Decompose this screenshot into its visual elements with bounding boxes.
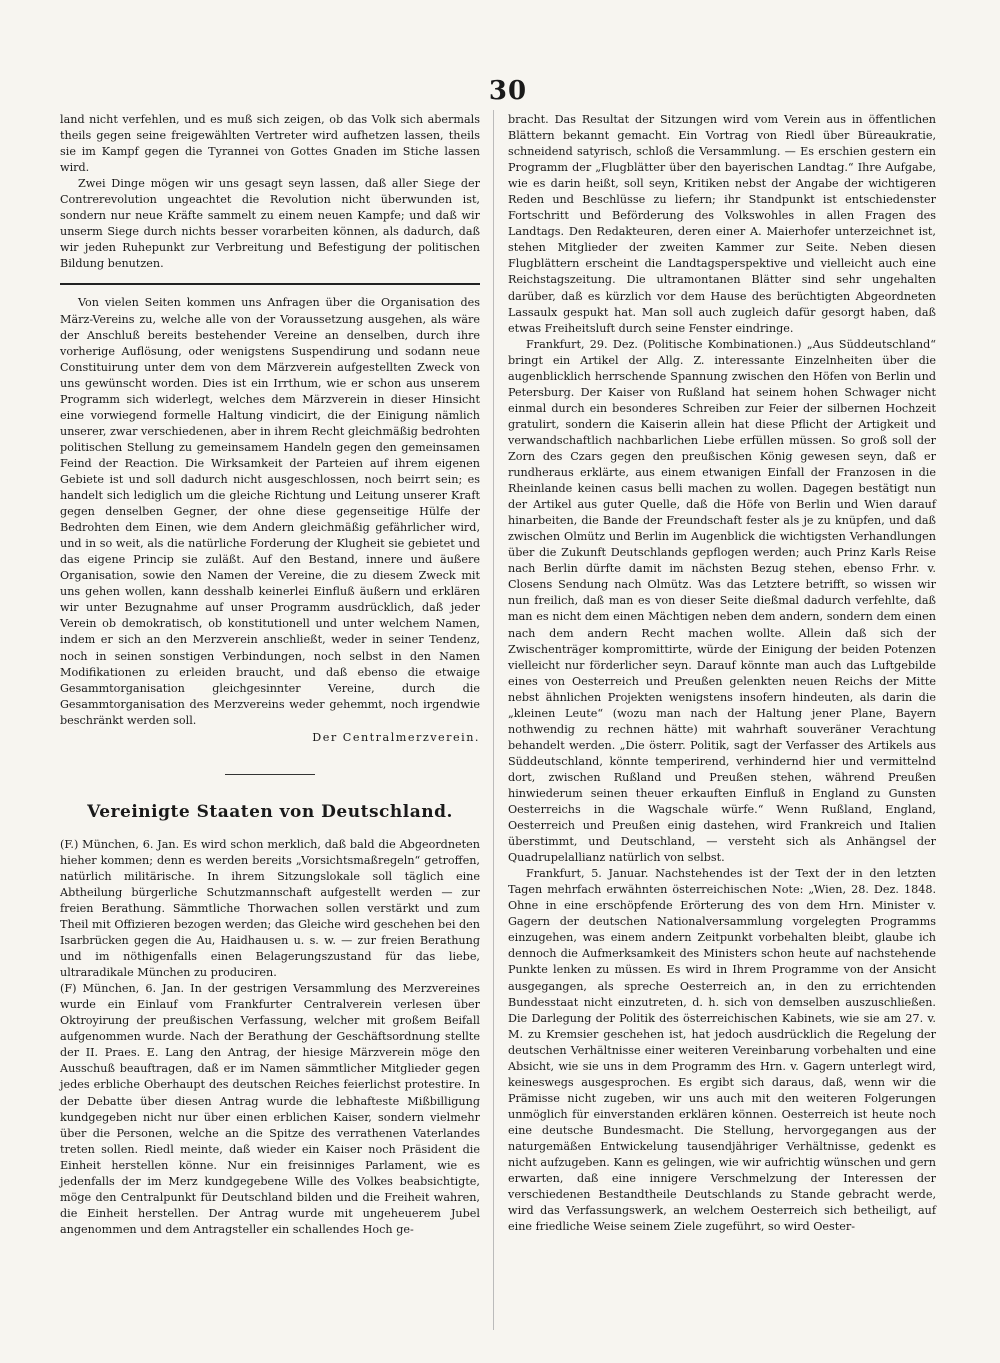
paragraph: Zwei Dinge mögen wir uns gesagt seyn lassen, daß aller Siege der Contrerevolution ungeachtet die Revolution nicht überwunden ist, sondern nur neue Kräfte sammelt zu einem neuen Kampfe; und daß wir unserm Siege durch nichts besser vorarbeiten können, als dadurch, daß wir jeden Ruhepunkt zur Verbreitung und Befestigung der politischen Bildung benutzen. <box>60 177 480 271</box>
signature: Der Centralmerzverein. <box>312 730 480 744</box>
paragraph: Von vielen Seiten kommen uns Anfragen über die Organisation des März-Vereins zu, welche alle von der Voraussetzung ausgehen, als wäre der Anschluß bereits bestehender Vereine an denselben, durch ihre vorherige Auflösung, oder wenigstens Suspendirung und sodann neue Constituirung unter dem von dem Märzverein aufgestellten Zweck von uns gewünscht worden. Dies ist ein Irrthum, wie er schon aus unserem Programm sich widerlegt, welches dem Märzverein in dieser Hinsicht eine vorwiegend formelle Haltung vindicirt, die der Einigung nämlich unserer, zwar verschiedenen, aber in ihrem Recht gleichmäßig bedrohten politischen Stellung zu gemeinsamem Handeln gegen den gemeinsamen Feind der Reaction. Die Wirksamkeit der Parteien auf ihrem eigenen Gebiete ist und soll dadurch nicht ausgeschlossen, noch beirrt sein; es handelt sich lediglich um die gleiche Richtung und Leitung unserer Kraft gegen denselben Gegner, der ohne diese gegenseitige Hülfe der Bedrohten dem Einen, wie dem Andern gleichmäßig gefährlicher wird, und in so weit, als die natürliche Forderung der Klugheit sie gebietet und das eigene Princip sie zuläßt. Auf den Bestand, innere und äußere Organisation, sowie den Namen der Vereine, die zu diesem Zweck mit uns gehen wollen, kann desshalb keinerlei Einfluß äußern und erklären wir unter Bezugnahme auf unser Programm ausdrücklich, daß jeder Verein ob demokratisch, ob konstitutionell und unter welchem Namen, indem er sich an den Merzverein anschließt, weder in seiner Tendenz, noch in seinen sonstigen Verbindungen, noch selbst in den Namen Modifikationen zu erleiden braucht, und daß ebenso die etwaige Gesammtorganisation gleichgesinnter Vereine, durch die Gesammtorganisation des Merzvereins weder gehemmt, noch irgendwie beschränkt werden soll. <box>60 296 480 727</box>
page-number: 30 <box>488 76 528 106</box>
section-heading: Vereinigte Staaten von Deutschland. <box>87 801 453 822</box>
paragraph: land nicht verfehlen, und es muß sich zeigen, ob das Volk sich abermals theils gegen seine freigewählten Vertreter wird aufhetzen lassen, theils sie im Kampf gegen die Tyrannei von Gottes Gnaden im Stiche lassen wird. <box>60 113 480 175</box>
paragraph: Frankfurt, 29. Dez. (Politische Kombinationen.) „Aus Süddeutschland“ bringt ein Artikel der Allg. Z. interessante Einzelnheiten über die augenblicklich herrschende Spannung zwischen den Höfen von Berlin und Petersburg. Der Kaiser von Rußland hat seinem hohen Schwager nicht einmal durch ein besonderes Schreiben zur Feier der silbernen Hochzeit gratulirt, sondern die Kaiserin allein hat diese Pflicht der Artigkeit und verwandschaftlich nachbarlichen Liebe erfüllen müssen. So groß soll der Zorn des Czars gegen den preußischen König gewesen seyn, daß er rundheraus erklärte, aus einem etwanigen Einfall der Franzosen in die Rheinlande keinen casus belli machen zu wollen. Dagegen bestätigt nun der Artikel aus guter Quelle, daß die Höfe von Berlin und Wien darauf hinarbeiten, die Bande der Freundschaft fester als je zu knüpfen, und daß zwischen Olmütz und Berlin im Augenblick die wichtigsten Verhandlungen über die Zukunft Deutschlands gepflogen werden; auch Prinz Karls Reise nach Berlin dürfte damit im nächsten Bezug stehen, ebenso Frhr. v. Closens Sendung nach Olmütz. Was das Letztere betrifft, so wissen wir nun freilich, daß man es von dieser Seite dießmal dadurch verfehlte, daß man es nicht dem einen Mächtigen neben dem andern, sondern dem einen nach dem andern Recht machen wollte. Allein daß sich der Zwischenträger kompromittirte, würde der Einigung der beiden Potenzen vielleicht nur förderlicher seyn. Darauf könnte man auch das Luftgebilde eines von Oesterreich und Preußen gelenkten neuen Reichs der Mitte nebst ähnlichen Projekten wenigstens insofern hindeuten, als darin die „kleinen Leute“ (wozu man nach der Haltung jener Plane, Bayern nothwendig zu rechnen hätte) mit wahrhaft souveräner Verachtung behandelt werden. „Die österr. Politik, sagt der Verfasser des Artikels aus Süddeutschland, könnte temperirend, verhindernd hier und vermittelnd dort, zwischen Rußland und Preußen stehen, während Preußen hinwiederum seinen theuer erkauften Einfluß in England zu Gunsten Oesterreichs in die Wagschale würfe.“ Wenn Rußland, England, Oesterreich und Preußen einig dastehen, wird Frankreich und Italien überstimmt, und Deutschland, — versteht sich als Anhängsel der Quadrupelallianz natürlich von selbst. <box>508 337 936 865</box>
paragraph: Frankfurt, 5. Januar. Nachstehendes ist der Text der in den letzten Tagen mehrfach erwähnten österreichischen Note: „Wien, 28. Dez. 1848. Ohne in eine erschöpfende Erörterung des von dem Hrn. Minister v. Gagern der deutschen Nationalversammlung vorgelegten Programms einzugehen, was einem andern Zeitpunkt vorbehalten bleibt, glaube ich dennoch die Aufmerksamkeit des Ministers schon heute auf nachstehende Punkte lenken zu müssen. Es wird in Ihrem Programme von der Ansicht ausgegangen, als spreche Oesterreich an, in den zu errichtenden Bundesstaat nicht einzutreten, d. h. sich von demselben auszuschließen. Die Darlegung der Politik des österreichischen Kabinets, wie sie am 27. v. M. zu Kremsier geschehen ist, hat jedoch ausdrücklich die Regelung der deutschen Verhältnisse einer weiteren Vereinbarung vorbehalten und eine Absicht, wie sie uns in dem Programm des Hrn. v. Gagern unterlegt wird, keineswegs ausgesprochen. Es ergibt sich daraus, daß, wenn wir die Prämisse nicht zugeben, wir uns auch mit den weiteren Folgerungen unmöglich für einverstanden erklären können. Oesterreich ist heute noch eine deutsche Bundesmacht. Die Stellung, hervorgegangen aus der naturgemäßen Entwickelung tausendjähriger Verhältnisse, gedenkt es nicht aufzugeben. Kann es gelingen, wie wir aufrichtig wünschen und gern erwarten, daß eine innigere Verschmelzung der Interessen der verschiedenen Bestandtheile Deutschlands zu Stande gebracht werde, wird das Verfassungswerk, an welchem Oesterreich sich betheiligt, auf eine friedliche Weise seinem Ziele zugeführt, so wird Oester- <box>508 867 936 1234</box>
section-rule <box>60 283 480 285</box>
column-divider <box>493 110 494 1330</box>
paragraph: (F.) München, 6. Jan. Es wird schon merklich, daß bald die Abgeordneten hieher kommen; denn es werden bereits „Vorsichtsmaßregeln“ getroffen, natürlich militärische. In ihrem Sitzungslokale soll täglich eine Abtheilung bürgerliche Schutzmannschaft aufgestellt werden — zur freien Berathung. Sämmtliche Thorwachen sollen verstärkt und zum Theil mit Offizieren bezogen werden; das Gleiche wird geschehen bei den Isarbrücken gegen die Au, Haidhausen u. s. w. — zur freien Berathung und im nöthigenfalls einen Belagerungszustand für das liebe, ultraradikale München zu produciren. <box>60 837 480 980</box>
section-rule-short <box>225 774 315 775</box>
paragraph: (F) München, 6. Jan. In der gestrigen Versammlung des Merzvereines wurde ein Einlauf vom Frankfurter Centralverein verlesen über Oktroyirung der preußischen Verfassung, welcher mit großem Beifall aufgenommen wurde. Nach der Berathung der Geschäftsordnung stellte der II. Praes. E. Lang den Antrag, der hiesige Märzverein möge den Ausschuß beauftragen, daß er im Namen sämmtlicher Mitglieder gegen jedes erbliche Oberhaupt des deutschen Reiches feierlichst protestire. In der Debatte über diesen Antrag wurde die lebhafteste Mißbilligung kundgegeben nicht nur über einen erblichen Kaiser, sondern vielmehr über die Personen, welche an die Spitze des verrathenen Vaterlandes treten sollen. Riedl meinte, daß wieder ein Kaiser noch Präsident die Einheit herstellen könne. Nur ein freisinniges Parlament, wie es jedenfalls der im Merz kundgegebene Wille des Volkes beabsichtigte, möge den Centralpunkt für Deutschland bilden und die Freiheit wahren, die Einheit herstellen. Der Antrag wurde mit ungeheuerem Jubel angenommen und dem Antragsteller ein schallendes Hoch ge- <box>60 982 480 1236</box>
paragraph: bracht. Das Resultat der Sitzungen wird vom Verein aus in öffentlichen Blättern bekannt gemacht. Ein Vortrag von Riedl über Büreaukratie, schneidend satyrisch, schloß die Versammlung. — Es erschien gestern ein Programm der „Flugblätter über den bayerischen Landtag.“ Ihre Aufgabe, wie es darin heißt, soll seyn, Kritiken nebst der Angabe der wichtigeren Reden und Beschlüsse zu liefern; ihr Standpunkt ist entschiedenster Fortschritt und Beförderung des Volkswohles in allen Fragen des Landtags. Den Redakteuren, deren einer A. Maierhofer unterzeichnet ist, stehen Mitglieder der zweiten Kammer zur Seite. Neben diesen Flugblättern erscheint die Landtagsperspektive und vielleicht auch eine Reichstagszeitung. Die ultramontanen Blätter sind sehr ungehalten darüber, daß es kürzlich vor dem Hause des berüchtigten Abgeordneten Lassaulx gespukt hat. Man soll auch zugleich dafür gesorgt haben, daß etwas Freiheitsluft durch seine Fenster eindringe. <box>508 113 936 335</box>
right-column <box>508 112 936 1235</box>
left-column <box>60 112 480 1238</box>
